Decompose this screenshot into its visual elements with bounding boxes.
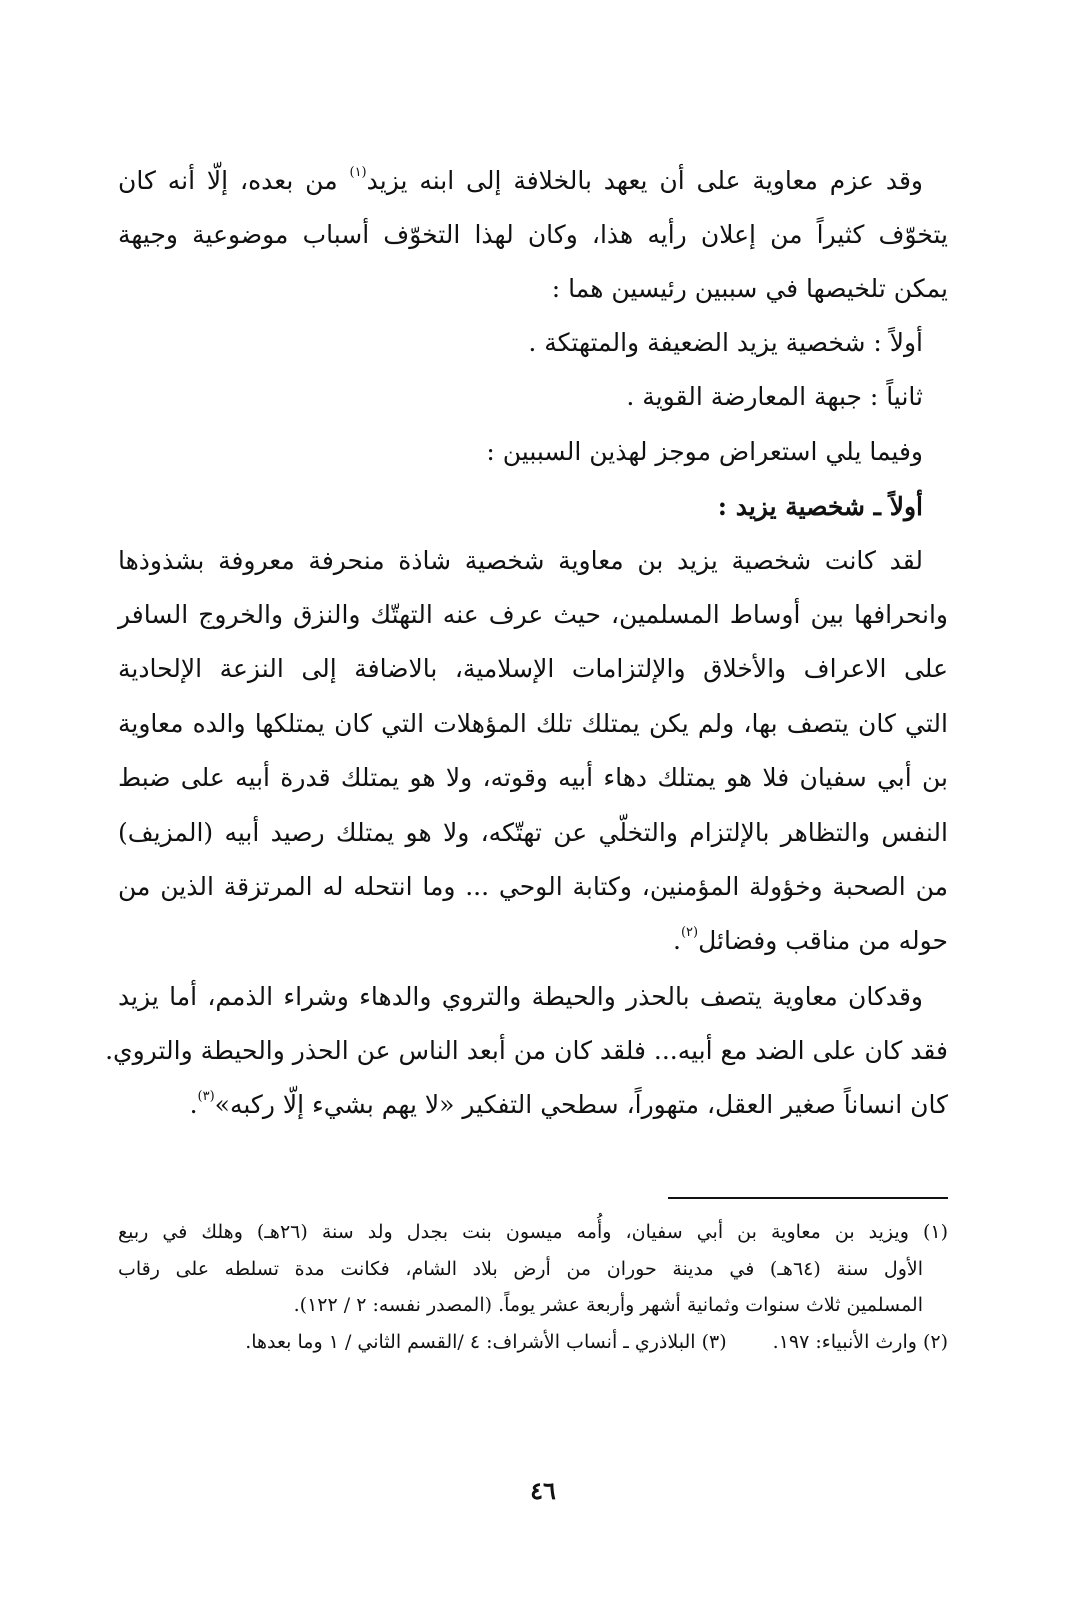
paragraph-1-line-2: يتخوّف كثيراً من إعلان رأيه هذا، وكان لهذا التخوّف أسباب موضوعية وجيهة xyxy=(118,220,948,249)
reason-2: ثانياً : جبهة المعارضة القوية . xyxy=(626,382,923,411)
paragraph-3-line-1: وقدكان معاوية يتصف بالحذر والحيطة والتروي والدهاء وشراء الذمم، أما يزيد xyxy=(118,982,923,1011)
footnote-1-line-3: المسلمين ثلاث سنوات وثمانية أشهر وأربعة عشر يوماً. (المصدر نفسه: ٢ / ١٢٢). xyxy=(293,1294,923,1316)
reason-1: أولاً : شخصية يزيد الضعيفة والمتهتكة . xyxy=(528,328,923,357)
paragraph-2-line-2: وانحرافها بين أوساط المسلمين، حيث عرف عنه التهتّك والنزق والخروج السافر xyxy=(118,600,948,629)
paragraph-2-line-7: من الصحبة وخؤولة المؤمنين، وكتابة الوحي ... وما انتحله له المرتزقة الذين من xyxy=(118,872,948,901)
footnote-ref-3[interactable]: (٣) xyxy=(197,1089,215,1104)
paragraph-2-line-6: النفس والتظاهر بالإلتزام والتخلّي عن تهتّكه، ولا هو يمتلك رصيد أبيه (المزيف) xyxy=(118,818,948,847)
footnote-1-line-2: الأول سنة (٦٤هـ) في مدينة حوران من أرض بلاد الشام، فكانت مدة تسلطه على رقاب xyxy=(118,1258,923,1280)
paragraph-2-line-3: على الاعراف والأخلاق والإلتزامات الإسلامية، بالاضافة إلى النزعة الإلحادية xyxy=(118,654,948,683)
footnote-ref-1[interactable]: (١) xyxy=(349,165,367,180)
footnotes-2-3 xyxy=(118,1330,948,1354)
footnote-1-line-1: (١) ويزيد بن معاوية بن أبي سفيان، وأُمه ميسون بنت بجدل ولد سنة (٢٦هـ) وهلك في ربيع xyxy=(118,1221,949,1243)
section-heading: أولاً ـ شخصية يزيد : xyxy=(717,492,923,521)
paragraph-1-line-1: وقد عزم معاوية على أن يعهد بالخلافة إلى ابنه يزيد$^{(١)}$ من بعده، إلّا أنه كان xyxy=(118,165,923,195)
reasons-intro: وفيما يلي استعراض موجز لهذين السببين : xyxy=(486,437,923,466)
paragraph-3-line-3: كان انساناً صغير العقل، متهوراً، سطحي التفكير «لا يهم بشيء إلّا ركبه»$^{(٣)}$. xyxy=(189,1089,948,1119)
paragraph-2-line-5: بن أبي سفيان فلا هو يمتلك دهاء أبيه وقوته، ولا هو يمتلك قدرة أبيه على ضبط xyxy=(118,763,948,792)
paragraph-1-line-3: يمكن تلخيصها في سببين رئيسين هما : xyxy=(551,274,948,303)
footnote-3: (٣) البلاذري ـ أنساب الأشراف: ٤ /القسم الثاني / ١ وما بعدها. xyxy=(245,1331,727,1353)
paragraph-3-line-2: فقد كان على الضد مع أبيه... فلقد كان من أبعد الناس عن الحذر والحيطة والتروي. xyxy=(105,1036,948,1065)
paragraph-2-line-4: التي كان يتصف بها، ولم يكن يمتلك تلك المؤهلات التي كان يمتلكها والده معاوية xyxy=(118,709,948,738)
paragraph-2-line-1: لقد كانت شخصية يزيد بن معاوية شخصية شاذة منحرفة معروفة بشذوذها xyxy=(118,546,923,575)
page-number: ٤٦ xyxy=(530,1476,556,1505)
paragraph-2-line-8: حوله من مناقب وفضائل$^{(٢)}$. xyxy=(672,925,948,955)
footnote-separator xyxy=(668,1197,948,1199)
footnote-ref-2[interactable]: (٢) xyxy=(680,925,699,940)
footnote-2: (٢) وارث الأنبياء: ١٩٧. xyxy=(772,1331,948,1353)
